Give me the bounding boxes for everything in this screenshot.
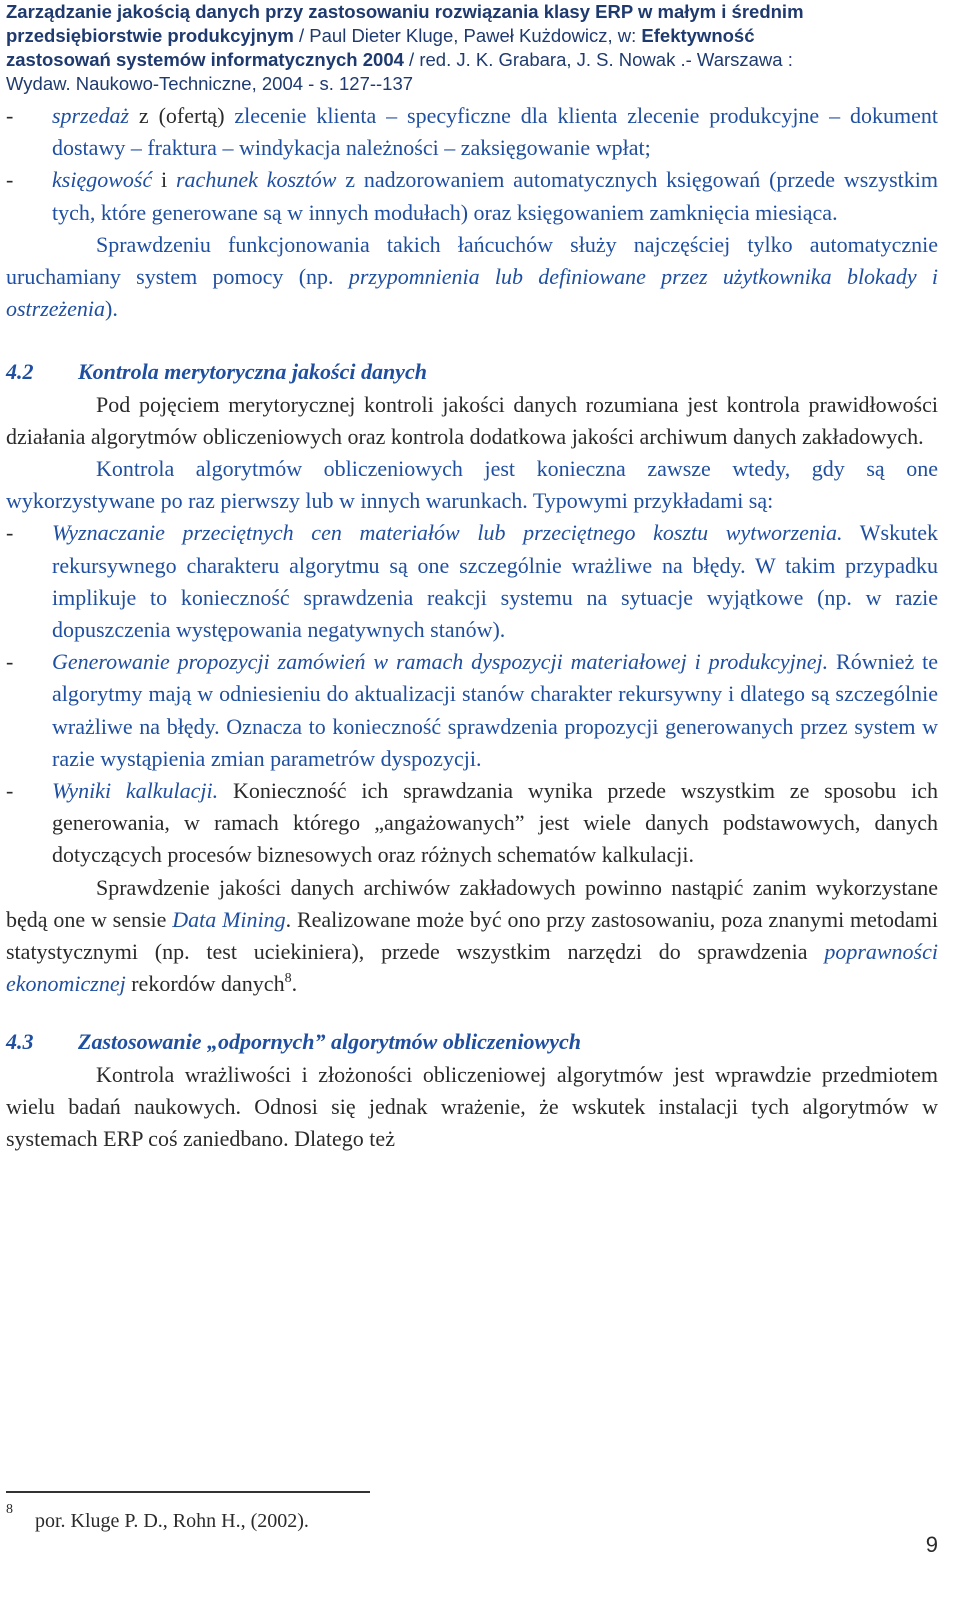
header-line-3-book: zastosowań systemów informatycznych 2004 <box>6 49 404 70</box>
bullet-sales-chain <box>6 100 938 164</box>
text-run: . Realizowane może być ono przy zastosowaniu, poza znanymi metodami statystycznymi (np. test uciekiniera), przede wszystkim narzędzi do sprawdzenia <box>6 906 938 965</box>
footnote-number: 8 <box>6 1502 13 1517</box>
header-line-2-title: przedsiębiorstwie produkcyjnym <box>6 25 294 46</box>
text-run: z (ofertą) <box>129 103 235 128</box>
footnote-text: por. Kluge P. D., Rohn H., (2002). <box>35 1509 309 1532</box>
bullet-text <box>52 517 938 646</box>
bullet-average-prices <box>6 517 938 646</box>
bullet-text <box>52 100 938 164</box>
section-number: 4.3 <box>6 1029 34 1055</box>
paragraph: Pod pojęciem merytorycznej kontroli jakości danych rozumiana jest kontrola prawidłowości działania algorytmów obliczeniowych oraz kontrola dodatkowa jakości archiwum danych zakładowych. <box>6 391 938 449</box>
body-text <box>6 100 938 1155</box>
text-run: przypomnienia lub definiowane przez użytkownika blokady i ostrzeżenia <box>6 264 938 322</box>
term: Wyniki kalkulacji. <box>52 778 219 804</box>
bullet-text <box>52 775 938 872</box>
text-run: ). <box>105 296 118 322</box>
term: Generowanie propozycji zamówień w ramach dyspozycji materiałowej i produkcyjnej. <box>52 649 829 675</box>
footnote <box>6 1502 309 1533</box>
bullet-dash: - <box>6 649 14 675</box>
term-sales: sprzedaż <box>52 103 130 128</box>
section-heading-4-3 <box>6 1026 938 1058</box>
header-line-4: Wydaw. Naukowo-Techniczne, 2004 - s. 127--137 <box>6 73 414 94</box>
term-accounting: księgowość <box>52 167 153 193</box>
text-run: Sprawdzeniu funkcjonowania takich łańcuchów służy najczęściej tylko automatycznie uruchamiany system pomocy (np. <box>6 231 938 290</box>
header-line-3-editors: / red. J. K. Grabara, J. S. Nowak .- Warszawa : <box>403 49 793 70</box>
text-run: z nadzorowaniem automatycznych księgowań (przede wszystkim tych, które generowane są w innych modułach) oraz księgowaniem zamknięcia miesiąca. <box>52 167 938 225</box>
bullet-accounting <box>6 164 938 228</box>
term-economic-correctness: poprawności ekonomicznej <box>6 939 938 997</box>
text-run: zlecenie klienta – specyficzne dla klienta zlecenie produkcyjne – dokument dostawy – fraktura – windykacja należności – zaksięgowanie wpłat; <box>52 103 938 161</box>
page-number-value: 9 <box>925 1532 938 1557</box>
section-heading-4-2 <box>6 356 938 388</box>
text-run: Również te algorytmy mają w odniesieniu do aktualizacji stanów charakter rekursywny i dlatego są szczególnie wrażliwe na błędy. Oznacza to konieczność sprawdzenia propozycji generowanych przez system w razie wystąpienia zmian parametrów dyspozycji. <box>52 649 938 771</box>
bullet-dash: - <box>6 520 14 546</box>
section-number: 4.2 <box>6 359 34 385</box>
text-run: . <box>291 971 298 997</box>
bullet-dash: - <box>6 103 14 128</box>
bullet-calculation-results <box>6 775 938 872</box>
text-run: Sprawdzenie jakości danych archiwów zakładowych powinno nastąpić zanim wykorzystane będą one w sensie <box>6 874 938 932</box>
term: Wyznaczanie przeciętnych cen materiałów lub przeciętnego kosztu wytworzenia. <box>52 520 843 546</box>
header-line-1: Zarządzanie jakością danych przy zastosowaniu rozwiązania klasy ERP w małym i średnim <box>6 1 804 22</box>
header-line-3 <box>6 48 946 72</box>
citation-header <box>6 0 946 96</box>
bullet-dash: - <box>6 778 14 804</box>
text-run: Konieczność ich sprawdzania wynika przede wszystkim ze sposobu ich generowania, w ramach którego „angażowanych” jest wiele danych podstawowych, danych dotyczących procesów biznesowych oraz różnych schematów kalkulacji. <box>52 778 938 868</box>
paragraph-chain-check <box>6 229 938 326</box>
paragraph: Kontrola algorytmów obliczeniowych jest konieczna zawsze wtedy, gdy są one wykorzystywane po raz pierwszy lub w innych warunkach. Typowymi przykładami są: <box>6 456 938 514</box>
page-number <box>926 1532 938 1558</box>
text-run: Wskutek rekursywnego charakteru algorytmu są one szczególnie wrażliwe na błędy. W takim przypadku implikuje to konieczność sprawdzenia reakcji systemu na sytuacje wyjątkowe (np. w razie dopuszczenia występowania negatywnych stanów). <box>52 520 938 643</box>
bullet-order-proposals <box>6 646 938 775</box>
text-run: i <box>152 167 176 193</box>
header-line-2 <box>6 24 946 48</box>
term-cost-accounting: rachunek kosztów <box>176 167 337 193</box>
bullet-text <box>52 164 938 228</box>
paragraph: Kontrola wrażliwości i złożoności obliczeniowej algorytmów jest wprawdzie przedmiotem wielu badań naukowych. Odnosi się jednak wrażenie, że wskutek instalacji tych algorytmów w systemach ERP coś zaniedbano. Dlatego też <box>6 1061 938 1152</box>
bullet-text <box>52 646 938 775</box>
header-line-2-authors: / Paul Dieter Kluge, Paweł Kużdowicz, w: <box>293 25 642 46</box>
term-data-mining: Data Mining <box>172 906 286 932</box>
section-title: Kontrola merytoryczna jakości danych <box>78 359 427 385</box>
header-line-2-book: Efektywność <box>641 25 755 46</box>
spacer <box>6 1000 938 1026</box>
footnote-separator <box>6 1491 370 1493</box>
section-title: Zastosowanie „odpornych” algorytmów obliczeniowych <box>78 1029 581 1055</box>
spacer <box>6 325 938 356</box>
paragraph-archive-quality <box>6 872 938 1001</box>
bullet-dash: - <box>6 167 14 193</box>
text-run: rekordów danych <box>125 971 285 997</box>
footnote-reference[interactable]: 8 <box>284 970 292 986</box>
